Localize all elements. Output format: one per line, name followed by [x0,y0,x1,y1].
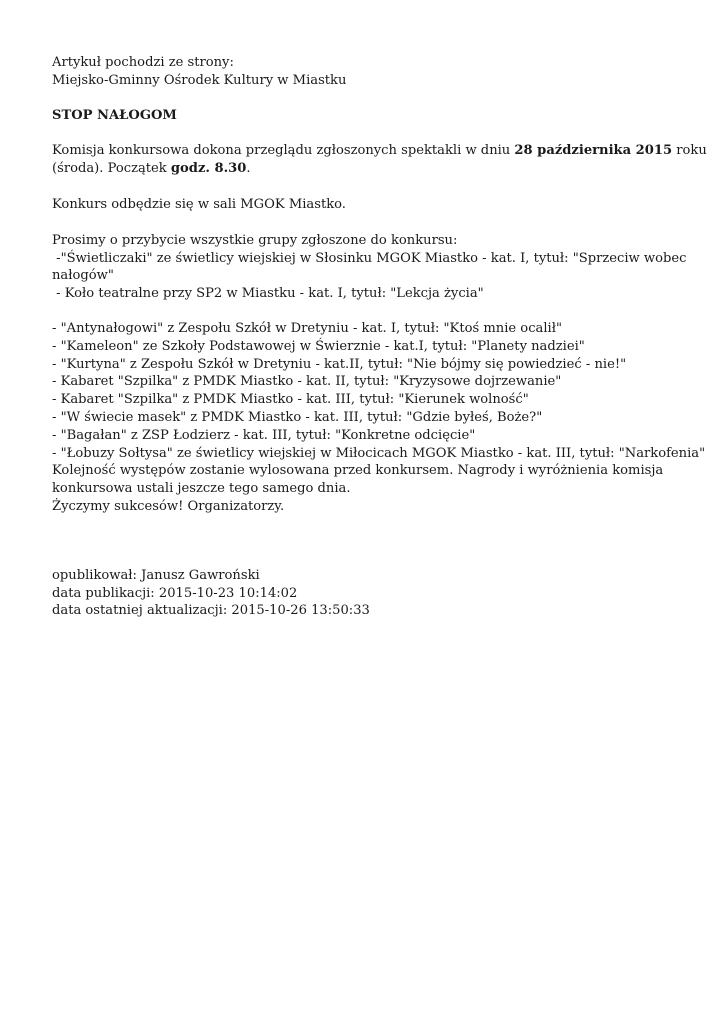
groups-list [52,320,706,462]
group-entry: - "Bagałan" z ZSP Łodzierz - kat. III, tytuł: "Konkretne odcięcie" [52,427,476,443]
source-label: Artykuł pochodzi ze strony: [52,55,234,70]
closing-text: Kolejność występów zostanie wylosowana przed konkursem. Nagrody i wyróżnienia komisja [52,463,664,479]
published-date: data publikacji: 2015-10-23 10:14:02 [52,585,298,601]
updated-date: data ostatniej aktualizacji: 2015-10-26 13:50:33 [52,603,370,619]
group-entry: - "Kameleon" ze Szkoły Podstawowej w Świerznie - kat.I, tytuł: "Planety nadziei" [52,338,585,354]
intro-text-4: . [246,161,251,177]
intro-text-1: Komisja konkursowa dokona przeglądu zgłoszonych spektakli w dniu [52,143,515,159]
group-entry: - "Kurtyna" z Zespołu Szkół w Dretyniu - kat.II, tytuł: "Nie bójmy się powiedzieć - nie!" [52,356,627,372]
closing-text: konkursowa ustali jeszcze tego samego dnia. [52,481,351,497]
closing-greeting: Życzymy sukcesów! Organizatorzy. [52,498,285,514]
source-name: Miejsko-Gminny Ośrodek Kultury w Miastku [52,72,347,88]
group-entry: -"Świetliczaki" ze świetlicy wiejskiej w Słosinku MGOK Miastko - kat. I, tytuł: "Sprzeciw wobec [52,250,687,266]
competition-date: 28 października 2015 [514,143,673,159]
group-entry-continued: nałogów" [52,268,114,284]
article-page [52,54,707,620]
article-title: STOP NAŁOGOM [52,107,177,123]
location-text: Konkurs odbędzie się w sali MGOK Miastko. [52,196,346,212]
start-time: godz. 8.30 [170,161,247,177]
author-line: opublikował: Janusz Gawroński [52,567,260,583]
group-entry: - "Antynałogowi" z Zespołu Szkół w Dretyniu - kat. I, tytuł: "Ktoś mnie ocalił" [52,320,562,336]
group-entry: - "W świecie masek" z PMDK Miastko - kat. III, tytuł: "Gdzie byłeś, Boże?" [52,409,543,425]
group-entry: - "Łobuzy Sołtysa" ze świetlicy wiejskiej w Miłocicach MGOK Miastko - kat. III, tytuł: "Narkofenia" [52,445,706,461]
invite-text: Prosimy o przybycie wszystkie grupy zgłoszone do konkursu: [52,232,458,248]
intro-text-3: (środa). Początek [52,161,171,177]
group-entry: - Kabaret "Szpilka" z PMDK Miastko - kat. II, tytuł: "Kryzysowe dojrzewanie" [52,374,562,390]
group-entry: - Kabaret "Szpilka" z PMDK Miastko - kat. III, tytuł: "Kierunek wolność" [52,392,529,408]
intro-paragraph [52,142,707,178]
intro-text-2: roku [672,143,707,159]
group-entry: - Koło teatralne przy SP2 w Miastku - kat. I, tytuł: "Lekcja życia" [52,286,484,302]
